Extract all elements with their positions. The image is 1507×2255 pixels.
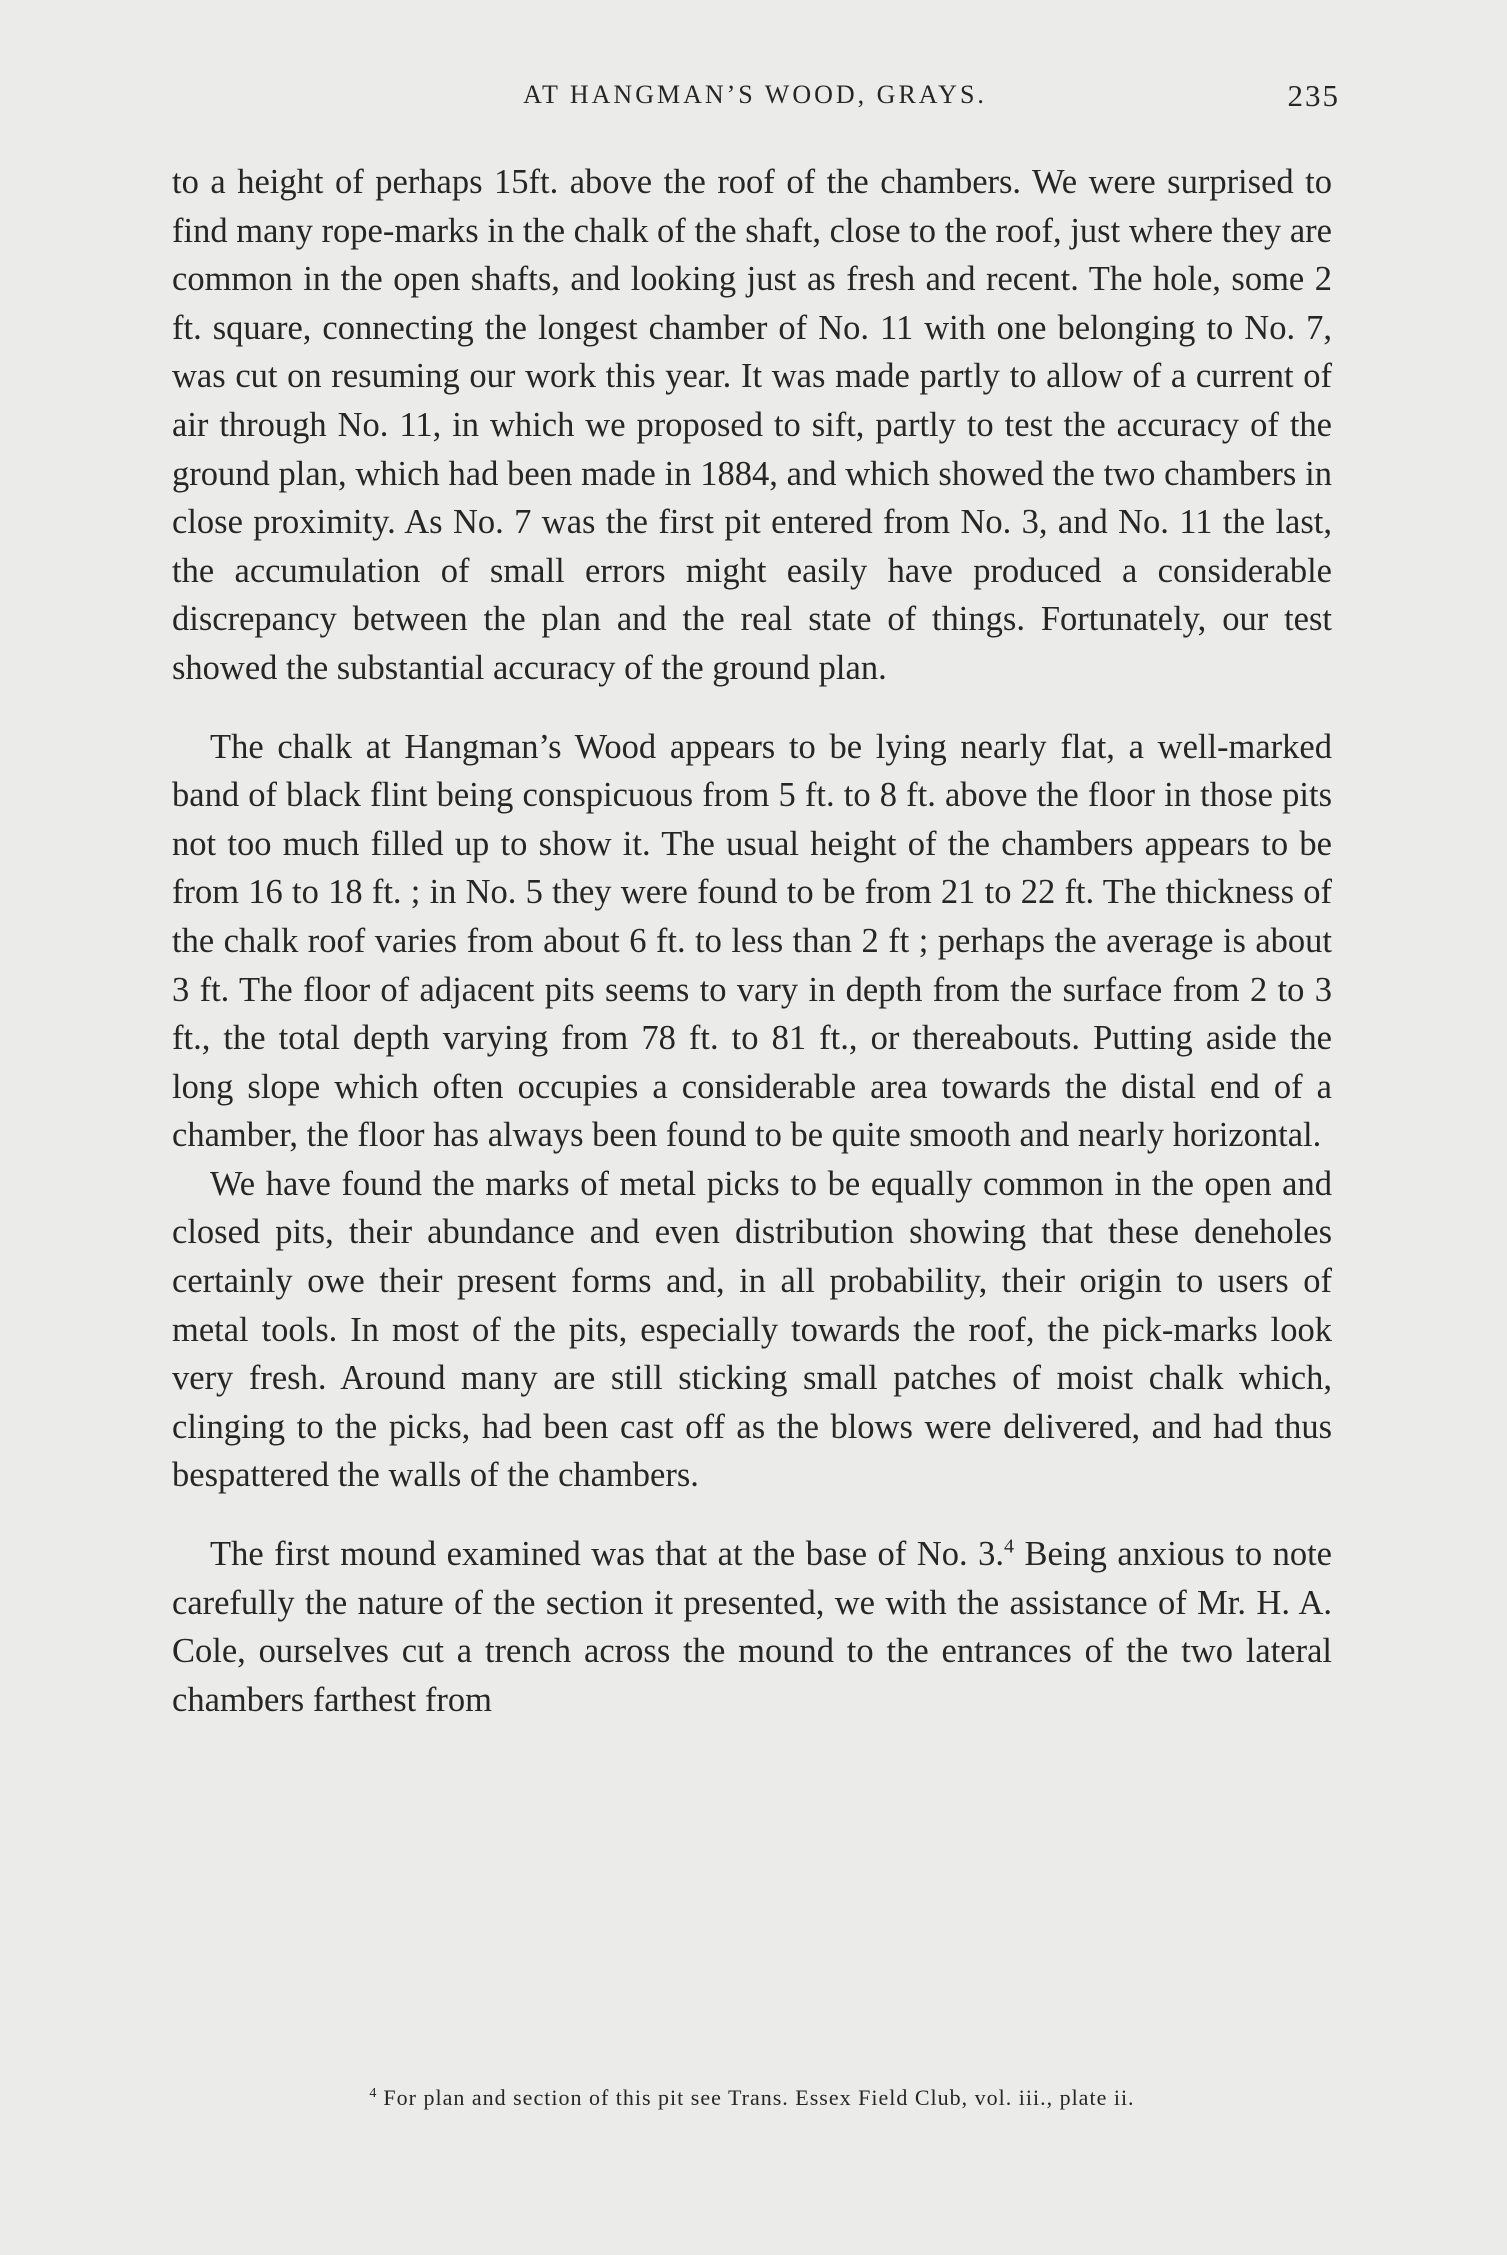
paragraph-1: to a height of perhaps 15ft. above the roof of the chambers. We were surprised to find many rope-marks in the chalk of the shaft, close to the roof, just where they are common in the open shafts, and looking just as fresh and recent. The hole, some 2 ft. square, connecting the longest chamber of No. 11 with one belonging to No. 7, was cut on resuming our work this year. It was made partly to allow of a current of air through No. 11, in which we proposed to sift, partly to test the accuracy of the ground plan, which had been made in 1884, and which showed the two chambers in close proximity. As No. 7 was the first pit entered from No. 3, and No. 11 the last, the accumulation of small errors might easily have produced a considerable discrepancy between the plan and the real state of things. Fortunately, our test showed the substantial accuracy of the ground plan. [172,163,1332,687]
body-text [172,158,1332,1724]
footnote-text: For plan and section of this pit see Trans. Essex Field Club, vol. iii., plate ii. [383,2085,1135,2110]
running-head [170,80,1340,120]
page-number: 235 [1287,78,1340,113]
paragraph-3: We have found the marks of metal picks to be equally common in the open and closed pits, their abundance and even distribution showing that these deneholes certainly owe their present forms and, in all probability, their origin to users of metal tools. In most of the pits, especially towards the roof, the pick-marks look very fresh. Around many are still sticking small patches of moist chalk which, clinging to the picks, had been cast off as the blows were delivered, and had thus bespattered the walls of the chambers. [172,1164,1332,1495]
paragraph-4-start: The first mound examined was that at the base of No. 3. [210,1535,1004,1574]
footnote-reference: 4 [1003,1535,1014,1558]
running-title: AT HANGMAN’S WOOD, GRAYS. [523,80,987,109]
paragraph-2: The chalk at Hangman’s Wood appears to be lying nearly flat, a well-marked band of black flint being conspicuous from 5 ft. to 8 ft. above the floor in those pits not too much filled up to show it. The usual height of the chambers appears to be from 16 to 18 ft. ; in No. 5 they were found to be from 21 to 22 ft. The thickness of the chalk roof varies from about 6 ft. to less than 2 ft ; perhaps the average is about 3 ft. The floor of adjacent pits seems to vary in depth from the surface from 2 to 3 ft., the total depth varying from 78 ft. to 81 ft., or thereabouts. Putting aside the long slope which often occupies a considerable area towards the distal end of a chamber, the floor has always been found to be quite smooth and nearly horizontal. [172,727,1332,1155]
paragraph-4-rest: Being anxious to note carefully the nature of the section it presented, we with the assistance of Mr. H. A. Cole, ourselves cut a trench across the mound to the entrances of the two lateral chambers farthest from [172,1535,1332,1719]
footnote [172,2085,1332,2111]
paragraph-4 [172,1530,1332,1724]
footnote-marker: 4 [369,2085,378,2101]
